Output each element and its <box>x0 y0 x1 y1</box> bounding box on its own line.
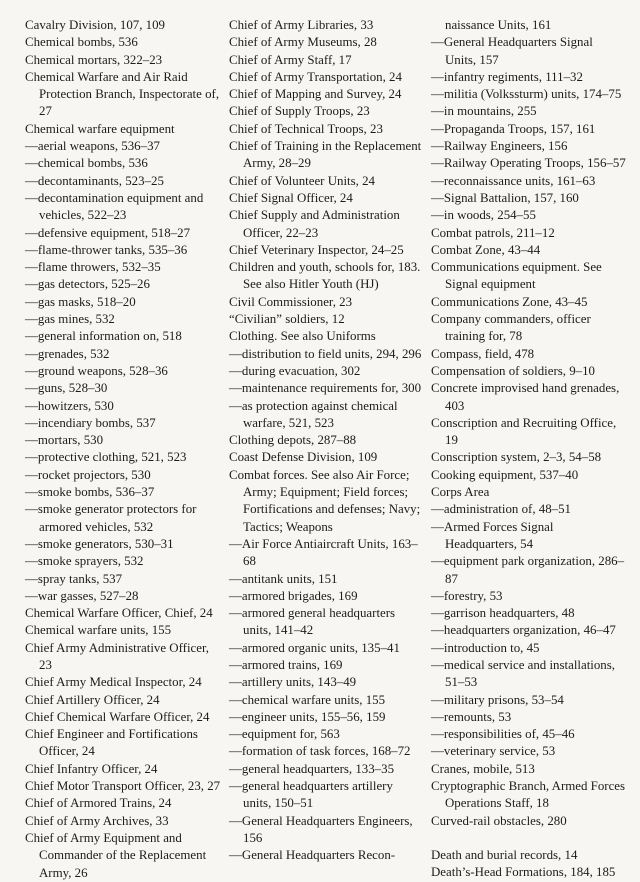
index-entry: Chief of Army Museums, 28 <box>229 35 377 50</box>
index-entry: —spray tanks, 537 <box>25 571 123 586</box>
index-entry: Cranes, mobile, 513 <box>431 761 535 776</box>
index-entry: naissance Units, 161 <box>445 18 552 32</box>
index-entry: Conscription and Recruiting Office, 19 <box>431 415 617 448</box>
index-entry: Chief Infantry Officer, 24 <box>25 761 158 776</box>
index-entry: Chemical warfare equipment <box>25 121 175 136</box>
index-entry: —remounts, 53 <box>431 709 512 724</box>
index-entry: Curved-rail obstacles, 280 <box>431 813 567 828</box>
index-entry: Chief of Army Archives, 33 <box>25 813 169 828</box>
index-entry: —maintenance requirements for, 300 <box>229 381 422 396</box>
index-entry: Compensation of soldiers, 9–10 <box>431 363 595 378</box>
index-entry: —gas detectors, 525–26 <box>25 277 150 292</box>
index-entry: —military prisons, 53–54 <box>431 692 564 707</box>
index-entry: —decontamination equipment and vehicles, 522–23 <box>25 190 204 223</box>
index-entry: —artillery units, 143–49 <box>229 675 357 690</box>
index-entry: —Air Force Antiaircraft Units, 163–68 <box>229 536 418 569</box>
index-entry: —General Headquarters Recon- <box>229 848 396 863</box>
index-entry: —administration of, 48–51 <box>431 502 571 517</box>
index-entry: —gas masks, 518–20 <box>25 294 136 309</box>
index-entry: Compass, field, 478 <box>431 346 535 361</box>
index-entry: —incendiary bombs, 537 <box>25 415 156 430</box>
index-entry: —smoke bombs, 536–37 <box>25 485 155 500</box>
index-entry: —in mountains, 255 <box>431 104 537 119</box>
index-entry: Clothing depots, 287–88 <box>229 433 357 448</box>
index-entry: Chief Signal Officer, 24 <box>229 190 353 205</box>
index-entry: Cavalry Division, 107, 109 <box>25 18 165 32</box>
index-entry: —antitank units, 151 <box>229 571 338 586</box>
index-entry: —ground weapons, 528–36 <box>25 363 168 378</box>
index-entry: Combat patrols, 211–12 <box>431 225 555 240</box>
index-entry: Children and youth, schools for, 183. See also Hitler Youth (HJ) <box>229 260 421 292</box>
index-entry: —armored brigades, 169 <box>229 588 358 603</box>
index-entry: —forestry, 53 <box>431 588 503 603</box>
index-entry: —smoke generator protectors for armored vehicles, 532 <box>25 502 197 534</box>
index-entry: —engineer units, 155–56, 159 <box>229 709 386 724</box>
index-entry: Chief of Army Equipment and Commander of the Replacement Army, 26 <box>25 830 207 880</box>
index-column-3 <box>431 17 627 882</box>
index-entry: —grenades, 532 <box>25 346 110 361</box>
index-entry: Chief of Mapping and Survey, 24 <box>229 87 402 102</box>
index-entry: Chemical Warfare Officer, Chief, 24 <box>25 606 213 621</box>
index-entry: —during evacuation, 302 <box>229 363 361 378</box>
index-entry: Chief Artillery Officer, 24 <box>25 692 160 707</box>
index-entry: Company commanders, officer training for, 78 <box>431 312 591 344</box>
index-entry: —flame-thrower tanks, 535–36 <box>25 242 188 257</box>
index-entry: —armored general headquarters units, 141–42 <box>229 606 396 638</box>
index-entry: Communications equipment. See Signal equipment <box>431 260 602 292</box>
index-entry: —howitzers, 530 <box>25 398 114 413</box>
index-entry: —chemical bombs, 536 <box>25 156 148 171</box>
index-entry: Chief Veterinary Inspector, 24–25 <box>229 242 404 257</box>
index-entry: Chief of Technical Troops, 23 <box>229 121 383 136</box>
index-entry: —decontaminants, 523–25 <box>25 173 164 188</box>
index-entry: Chief of Army Staff, 17 <box>229 52 352 67</box>
index-entry: Cryptographic Branch, Armed Forces Operations Staff, 18 <box>431 779 626 811</box>
index-entry: —Railway Operating Troops, 156–57 <box>431 156 626 171</box>
index-entry: —chemical warfare units, 155 <box>229 692 386 707</box>
index-entry: Chemical bombs, 536 <box>25 35 138 50</box>
index-entry: —in woods, 254–55 <box>431 208 536 223</box>
index-entry: Combat Zone, 43–44 <box>431 242 541 257</box>
index-entry: —rocket projectors, 530 <box>25 467 151 482</box>
index-entry: Corps Area <box>431 485 490 500</box>
index-entry: Combat forces. See also Air Force; Army; Equipment; Field forces; Fortifications and defenses; Navy; Tactics; Weapons <box>229 467 421 534</box>
index-entry: Chief Supply and Administration Officer, 22–23 <box>229 208 400 240</box>
index-entry: Chief of Army Libraries, 33 <box>229 18 374 32</box>
index-entry: —medical service and installations, 51–53 <box>431 657 615 690</box>
index-entry: Civil Commissioner, 23 <box>229 294 353 309</box>
index-entry: Cooking equipment, 537–40 <box>431 467 579 482</box>
index-entry: —flame throwers, 532–35 <box>25 260 161 275</box>
index-column-2 <box>229 17 423 865</box>
index-entry: —war gasses, 527–28 <box>25 588 139 603</box>
index-entry: Coast Defense Division, 109 <box>229 450 378 465</box>
index-entry: —smoke sprayers, 532 <box>25 554 144 569</box>
index-entry: Communications Zone, 43–45 <box>431 294 588 309</box>
index-entry: —General Headquarters Engineers, 156 <box>229 813 413 845</box>
index-entry: —general headquarters, 133–35 <box>229 761 395 776</box>
index-entry: —gas mines, 532 <box>25 312 115 327</box>
index-column-1 <box>25 17 221 882</box>
index-entry: Clothing. See also Uniforms <box>229 329 376 344</box>
index-entry: —equipment park organization, 286–87 <box>431 554 625 586</box>
index-entry: —general information on, 518 <box>25 329 182 344</box>
index-entry: —reconnaissance units, 161–63 <box>431 173 596 188</box>
index-entry: Chief of Supply Troops, 23 <box>229 104 370 119</box>
index-entry: —General Headquarters Signal Units, 157 <box>431 35 593 67</box>
index-entry: —guns, 528–30 <box>25 381 108 396</box>
index-entry: —general headquarters artillery units, 150–51 <box>229 779 393 811</box>
index-entry: Concrete improvised hand grenades, 403 <box>431 381 620 413</box>
index-entry: Chief Motor Transport Officer, 23, 27 <box>25 779 221 794</box>
index-entry: —Armed Forces Signal Headquarters, 54 <box>431 519 554 551</box>
index-entry: —responsibilities of, 45–46 <box>431 727 575 742</box>
index-entry: Chief Engineer and Fortifications Officer, 24 <box>25 727 198 759</box>
index-entry: Chief Army Medical Inspector, 24 <box>25 675 202 690</box>
index-entry: Chief of Volunteer Units, 24 <box>229 173 375 188</box>
index-entry: —smoke generators, 530–31 <box>25 536 174 551</box>
index-entry: —formation of task forces, 168–72 <box>229 744 411 759</box>
index-entry: Chief of Army Transportation, 24 <box>229 69 402 84</box>
index-entry: Chemical Warfare and Air Raid Protection Branch, Inspectorate of, 27 <box>25 69 220 119</box>
index-entry: —armored organic units, 135–41 <box>229 640 400 655</box>
index-entry: —introduction to, 45 <box>431 640 540 655</box>
index-entry: —headquarters organization, 46–47 <box>431 623 616 638</box>
index-entry: —Signal Battalion, 157, 160 <box>431 190 579 205</box>
index-entry: Chief Army Administrative Officer, 23 <box>25 640 209 672</box>
index-entry: —mortars, 530 <box>25 433 104 448</box>
index-entry: Chief Chemical Warfare Officer, 24 <box>25 709 210 724</box>
index-entry: Chief of Armored Trains, 24 <box>25 796 172 811</box>
index-entry: —Railway Engineers, 156 <box>431 139 568 154</box>
index-entry: —infantry regiments, 111–32 <box>431 69 583 84</box>
index-entry: —aerial weapons, 536–37 <box>25 139 160 154</box>
index-entry: —protective clothing, 521, 523 <box>25 450 187 465</box>
index-entry: —garrison headquarters, 48 <box>431 606 575 621</box>
index-entry: —defensive equipment, 518–27 <box>25 225 191 240</box>
index-entry: —Propaganda Troops, 157, 161 <box>431 121 596 136</box>
index-entry: —militia (Volkssturm) units, 174–75 <box>431 87 622 102</box>
index-entry: Conscription system, 2–3, 54–58 <box>431 450 602 465</box>
index-entry: —veterinary service, 53 <box>431 744 556 759</box>
index-entry: Death and burial records, 14 <box>431 847 578 862</box>
index-entry: “Civilian” soldiers, 12 <box>229 312 345 327</box>
index-entry: Chemical warfare units, 155 <box>25 623 172 638</box>
index-entry: Death’s-Head Formations, 184, 185 <box>431 865 616 880</box>
index-entry: —armored trains, 169 <box>229 657 343 672</box>
index-entry: —as protection against chemical warfare, 521, 523 <box>229 398 398 430</box>
index-entry: Chief of Training in the Replacement Army, 28–29 <box>229 139 422 171</box>
index-entry: —distribution to field units, 294, 296 <box>229 346 422 361</box>
index-entry: Chemical mortars, 322–23 <box>25 52 163 67</box>
index-entry: —equipment for, 563 <box>229 727 340 742</box>
